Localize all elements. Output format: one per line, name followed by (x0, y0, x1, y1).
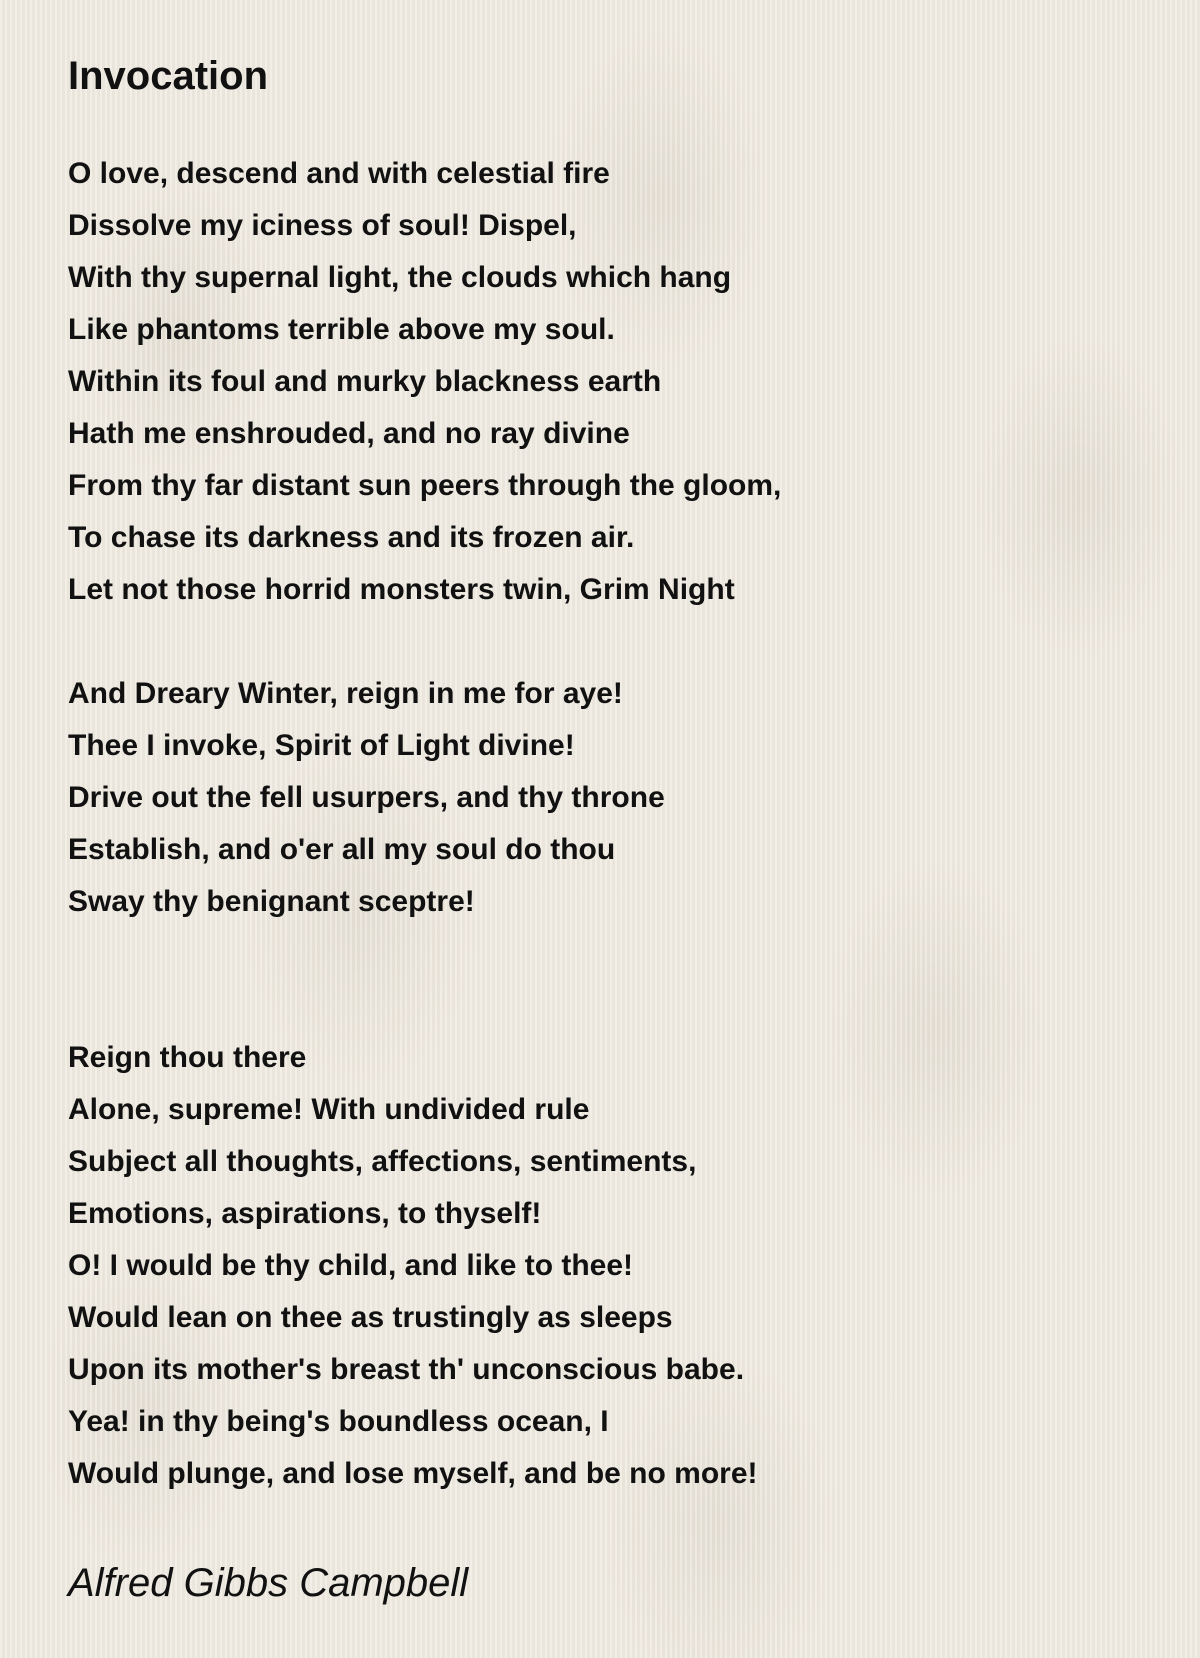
poem-line: Would lean on thee as trustingly as sleeps (68, 1301, 673, 1334)
poem-line: Establish, and o'er all my soul do thou (68, 833, 616, 866)
poem-line: Thee I invoke, Spirit of Light divine! (68, 729, 575, 762)
poem-line: Dissolve my iciness of soul! Dispel, (68, 209, 577, 242)
stanza-break (68, 980, 1148, 1032)
poem-line: And Dreary Winter, reign in me for aye! (68, 677, 623, 710)
poem-line: Drive out the fell usurpers, and thy throne (68, 781, 665, 814)
poem-line: Subject all thoughts, affections, sentiments, (68, 1145, 697, 1178)
poem-line: Emotions, aspirations, to thyself! (68, 1197, 542, 1230)
poem-line: Hath me enshrouded, and no ray divine (68, 417, 630, 450)
poem-line: O! I would be thy child, and like to thee! (68, 1249, 634, 1282)
stanza-break (68, 928, 1148, 980)
poem-line: From thy far distant sun peers through the gloom, (68, 469, 782, 502)
poem-line: To chase its darkness and its frozen air. (68, 521, 635, 554)
stanza-break (68, 616, 1148, 668)
poem-line: Let not those horrid monsters twin, Grim Night (68, 573, 735, 606)
poem-line: Upon its mother's breast th' unconscious babe. (68, 1353, 745, 1386)
poem-line: O love, descend and with celestial fire (68, 157, 610, 190)
poem-line: Sway thy benignant sceptre! (68, 885, 475, 918)
poem-line: Like phantoms terrible above my soul. (68, 313, 615, 346)
poem-author: Alfred Gibbs Campbell (68, 1561, 469, 1605)
poem-title: Invocation (68, 54, 269, 98)
poem-line: Alone, supreme! With undivided rule (68, 1093, 590, 1126)
poem-line: Reign thou there (68, 1041, 307, 1074)
poem-body (68, 148, 1148, 1500)
poem-line: Would plunge, and lose myself, and be no more! (68, 1457, 758, 1490)
poem-line: With thy supernal light, the clouds which hang (68, 261, 732, 294)
poem-line: Yea! in thy being's boundless ocean, I (68, 1405, 609, 1438)
poem-line: Within its foul and murky blackness earth (68, 365, 662, 398)
